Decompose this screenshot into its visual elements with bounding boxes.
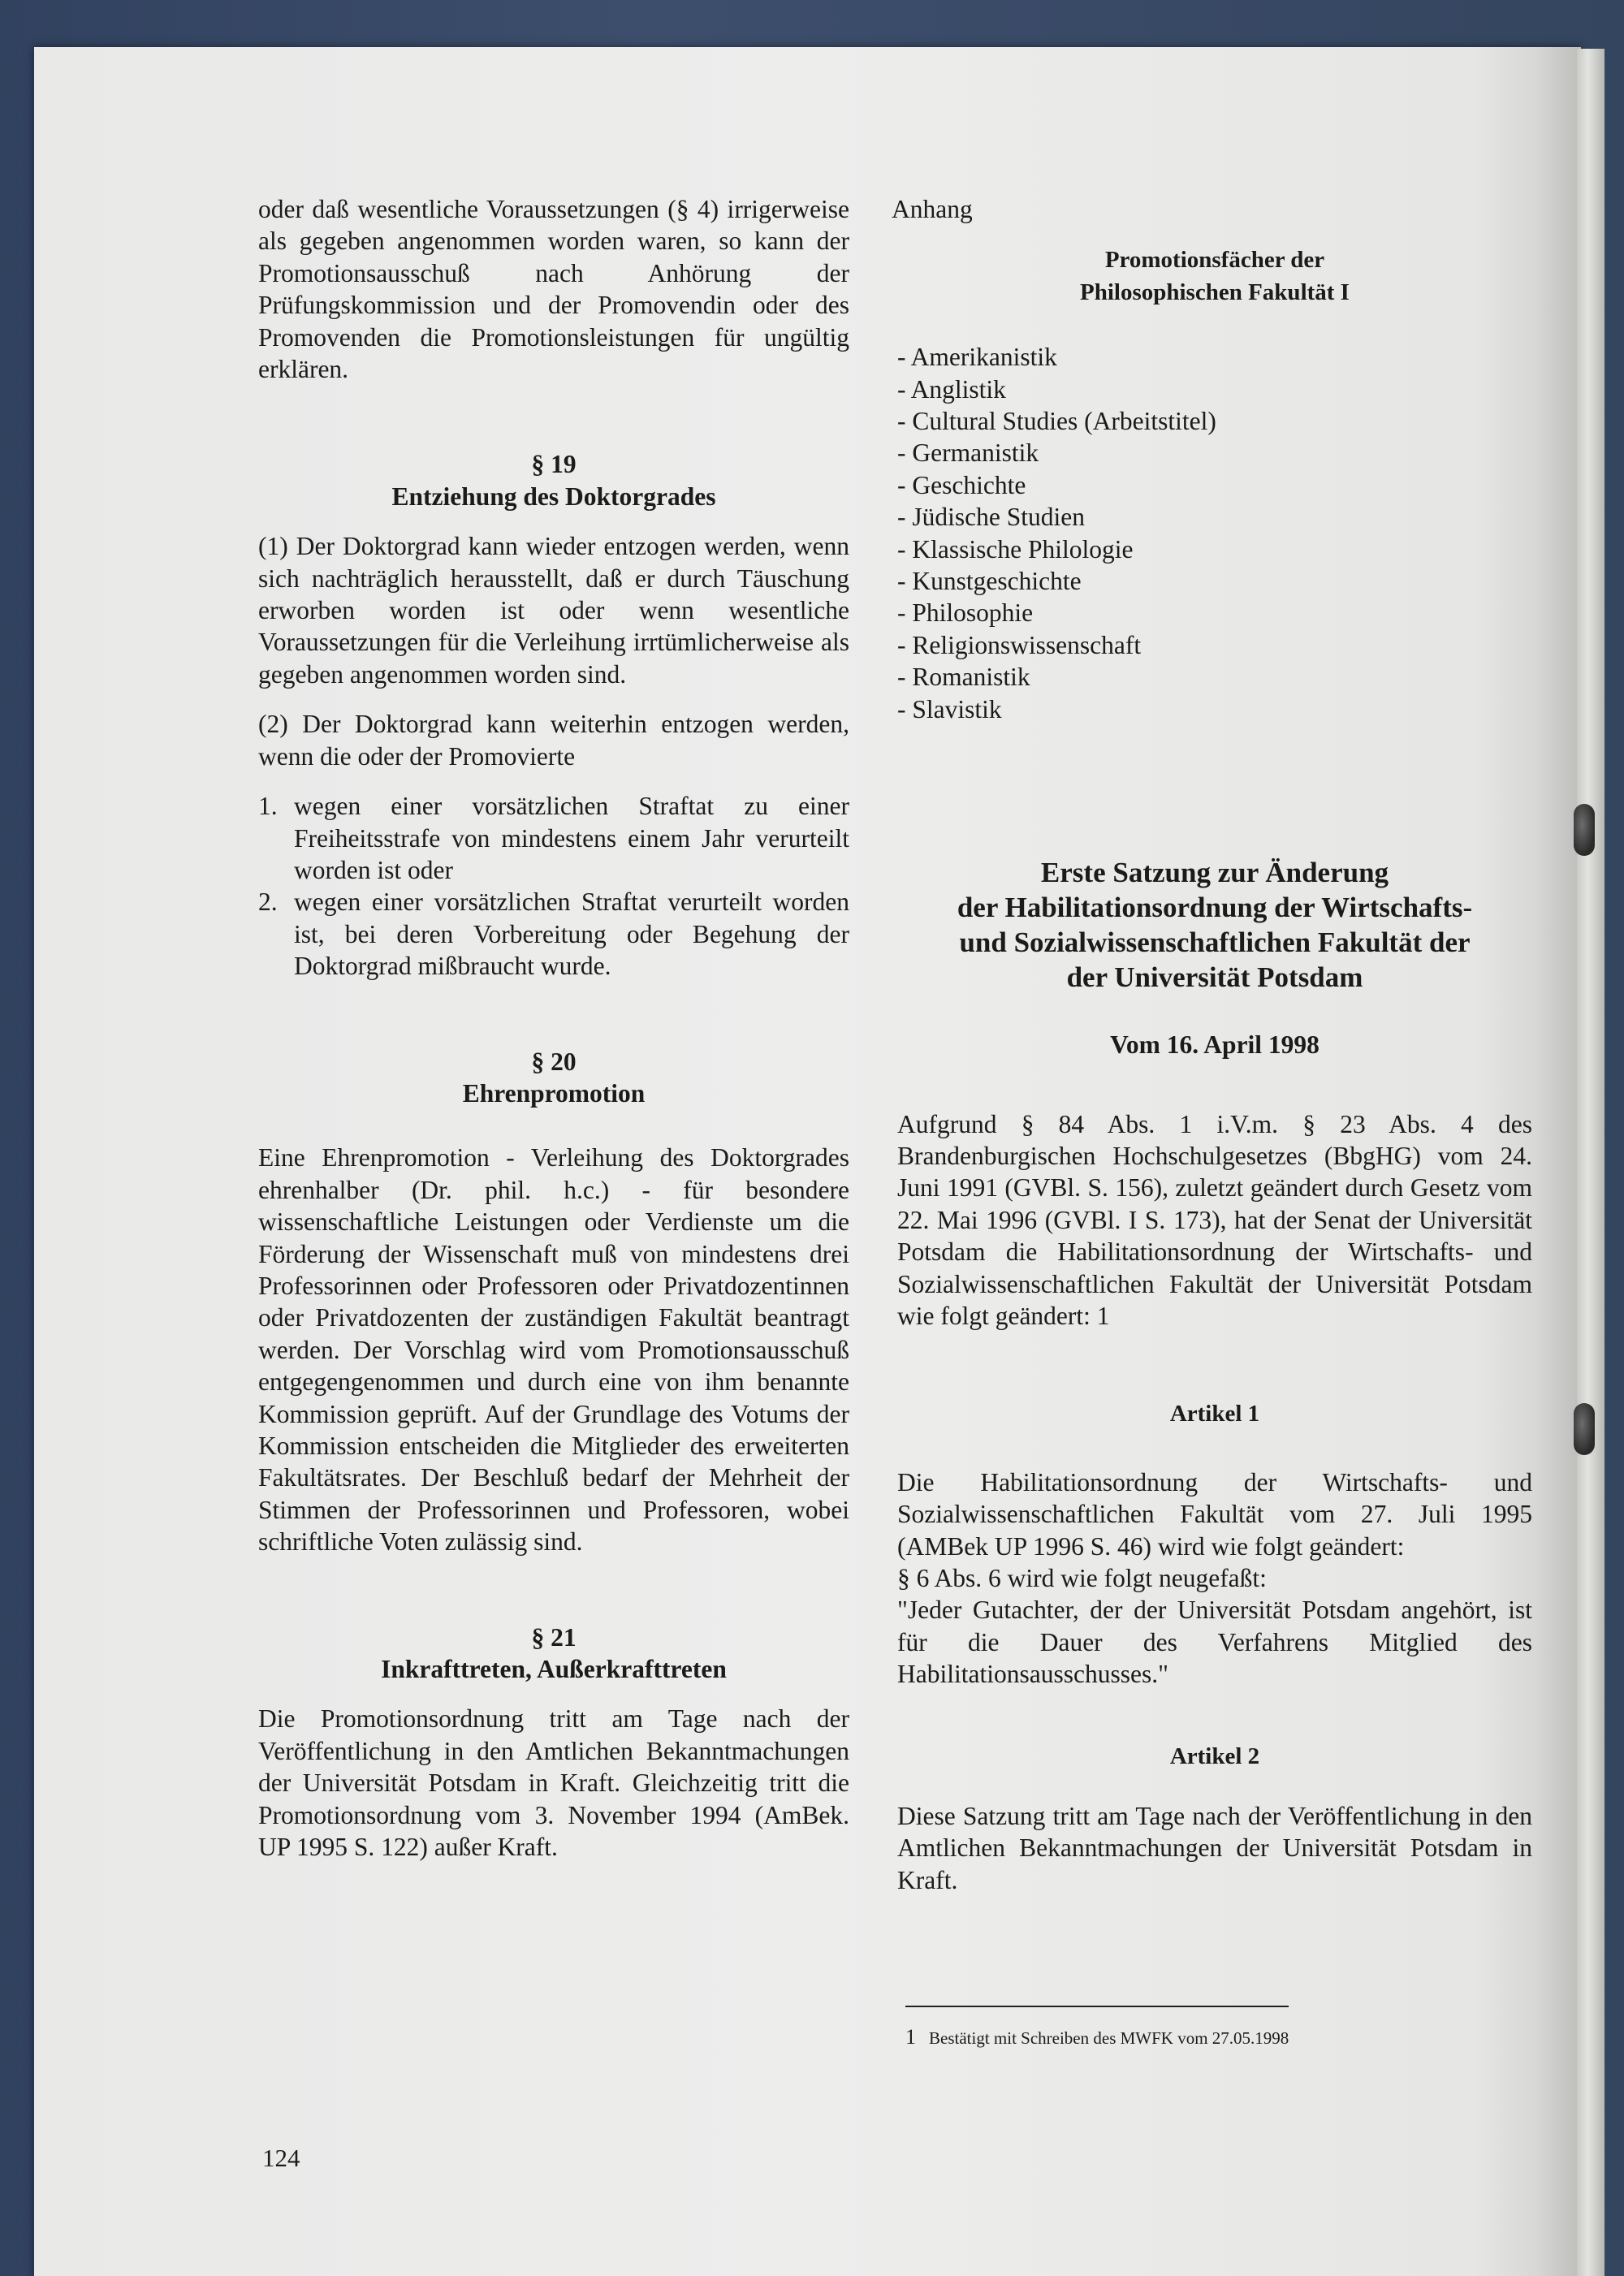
footnote — [905, 2026, 1289, 2049]
list-item: - Religionswissenschaft — [897, 630, 1142, 659]
footnote-text: Bestätigt mit Schreiben des MWFK vom 27.05.1998 — [929, 2028, 1289, 2048]
section-20-para: Eine Ehrenpromotion - Verleihung des Doktorgrades ehrenhalber (Dr. phil. h.c.) - für besondere wissenschaftliche Leistungen oder Verdienste um die Förderung der Wissenschaft muß von mindestens drei Professorinnen oder Professoren oder Privatdozentinnen oder Privatdozenten der zuständigen Fakultät beantragt werden. Der Vorschlag wird vom Promotionsausschuß entgegengenommen und durch eine von ihm benannte Kommission geprüft. Auf der Grundlage des Votums der Kommission entscheiden die Mitglieder des erweiterten Fakultätsrates. Der Beschluß bedarf der Mehrheit der Stimmen der Professorinnen und Professoren, wobei schriftliche Voten zulässig sind. — [258, 1143, 849, 1557]
list-item: - Cultural Studies (Arbeitstitel) — [897, 407, 1216, 436]
list-item — [258, 886, 849, 982]
artikel-1-para-1: Die Habilitationsordnung der Wirtschafts- und Sozialwissenschaftlichen Fakultät vom 27. Juli 1995 (AMBek UP 1996 S. 46) wird wie folgt geändert: — [897, 1467, 1532, 1561]
anhang-label: Anhang — [892, 195, 973, 223]
artikel-1-para-3: "Jeder Gutachter, der der Universität Potsdam angehört, ist für die Dauer des Verfahrens Mitglied des Habilitationsausschusses." — [897, 1596, 1532, 1689]
satzung-title-line: und Sozialwissenschaftlichen Fakultät der — [959, 926, 1471, 959]
list-item — [258, 790, 849, 886]
intro-paragraph: oder daß wesentliche Voraussetzungen (§ 4) irrigerweise als gegeben angenommen worden waren, so kann der Promotionsausschuß nach Anhörung der Prüfungskommission und der Promovendin oder des Promovenden die Promotionsleistungen für ungültig erklären. — [258, 195, 849, 384]
left-column — [258, 193, 849, 1863]
list-item: - Philosophie — [897, 598, 1034, 628]
faecher-title-line-2: Philosophischen Fakultät I — [1080, 279, 1350, 305]
artikel-1-para-2: § 6 Abs. 6 wird wie folgt neugefaßt: — [897, 1563, 1267, 1592]
page-edge — [1577, 49, 1605, 2276]
footnote-number: 1 — [905, 2025, 916, 2049]
list-item: - Kunstgeschichte — [897, 567, 1082, 596]
section-20-title: Ehrenpromotion — [462, 1078, 646, 1108]
binder-ring-icon — [1574, 804, 1595, 856]
right-column — [892, 193, 1532, 1896]
section-21-para: Die Promotionsordnung tritt am Tage nach der Veröffentlichung in den Amtlichen Bekanntmachungen der Universität Potsdam in Kraft. Gleichzeitig tritt die Promotionsordnung vom 3. November 1994 (AmBek. UP 1995 S. 122) außer Kraft. — [258, 1704, 849, 1862]
footnote-rule — [905, 2006, 1289, 2007]
satzung-title-line: der Universität Potsdam — [1066, 961, 1363, 994]
list-item-number: 2. — [258, 888, 278, 917]
artikel-2-para: Diese Satzung tritt am Tage nach der Veröffentlichung in den Amtlichen Bekanntmachungen der Universität Potsdam in Kraft. — [897, 1802, 1532, 1894]
list-item: - Geschichte — [897, 470, 1026, 499]
artikel-2-title: Artikel 2 — [1169, 1743, 1260, 1769]
preamble-paragraph: Aufgrund § 84 Abs. 1 i.V.m. § 23 Abs. 4 des Brandenburgischen Hochschulgesetzes (BbgHG) vom 24. Juni 1991 (GVBl. S. 156), zuletzt geändert durch Gesetz vom 22. Mai 1996 (GVBl. I S. 173), hat der Senat der Universität Potsdam die Habilitationsordnung der Wirtschafts- und Sozialwissenschaftlichen Fakultät der Universität Potsdam wie folgt geändert: 1 — [897, 1109, 1532, 1330]
list-item: - Slavistik — [897, 694, 1002, 723]
section-19-para-1: (1) Der Doktorgrad kann wieder entzogen werden, wenn sich nachträglich herausstellt, daß er durch Täuschung erworben worden ist oder wenn wesentliche Voraussetzungen für die Verleihung irrtümlicherweise als gegeben angenommen worden sind. — [258, 532, 849, 689]
faecher-title-line-1: Promotionsfächer der — [1104, 247, 1325, 274]
section-20-number: § 20 — [531, 1047, 577, 1076]
list-item-text: wegen einer vorsätzlichen Straftat verurteilt worden ist, bei deren Vorbereitung oder Begehung der Doktorgrad mißbraucht wurde. — [294, 888, 849, 981]
section-19-title: Entziehung des Doktorgrades — [391, 482, 716, 511]
section-21-number: § 21 — [531, 1622, 577, 1652]
list-item: - Amerikanistik — [897, 343, 1057, 372]
faecher-list — [897, 341, 1532, 725]
page-number: 124 — [262, 2144, 300, 2172]
list-item: - Anglistik — [897, 374, 1006, 404]
satzung-date: Vom 16. April 1998 — [1110, 1030, 1320, 1060]
section-19-para-2: (2) Der Doktorgrad kann weiterhin entzogen werden, wenn die oder der Promovierte — [258, 710, 849, 771]
artikel-1-title: Artikel 1 — [1169, 1401, 1260, 1427]
list-item-number: 1. — [258, 792, 278, 821]
list-item: - Klassische Philologie — [897, 534, 1134, 564]
list-item: - Romanistik — [897, 663, 1030, 692]
list-item-text: wegen einer vorsätzlichen Straftat zu einer Freiheitsstrafe von mindestens einem Jahr verurteilt worden ist oder — [294, 792, 849, 884]
satzung-title-line: Erste Satzung zur Änderung — [1040, 857, 1389, 889]
section-21-title: Inkrafttreten, Außerkrafttreten — [381, 1655, 727, 1684]
binder-ring-icon — [1574, 1403, 1595, 1455]
section-19-list — [258, 790, 849, 982]
list-item: - Jüdische Studien — [897, 503, 1085, 532]
satzung-title-line: der Habilitationsordnung der Wirtschafts- — [957, 892, 1473, 924]
section-19-number: § 19 — [531, 450, 577, 479]
list-item: - Germanistik — [897, 438, 1039, 468]
satzung-title — [897, 855, 1532, 995]
